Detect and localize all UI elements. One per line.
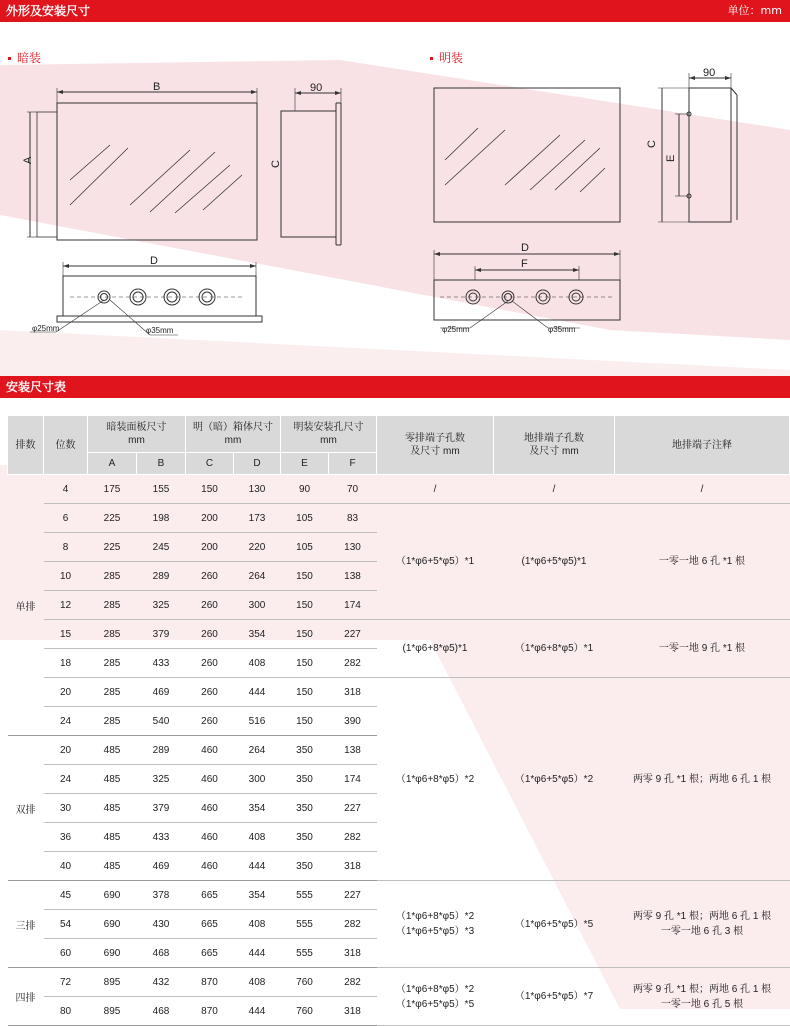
cell-positions: 54 <box>44 910 88 939</box>
cell-neutral-terminal: / <box>377 475 494 504</box>
cell-positions: 10 <box>44 562 88 591</box>
cell-dim-C: 260 <box>186 707 234 736</box>
cell-ground-note: 两零 9 孔 *1 根；两地 6 孔 1 根 一零一地 6 孔 5 根 <box>615 968 790 1026</box>
unit-label: 单位：mm <box>727 4 782 17</box>
cell-dim-D: 408 <box>234 823 281 852</box>
cell-ground-note: 一零一地 6 孔 *1 根 <box>615 504 790 620</box>
cell-dim-D: 173 <box>234 504 281 533</box>
cell-dim-C: 260 <box>186 649 234 678</box>
bullet-icon <box>430 57 433 60</box>
cell-dim-A: 485 <box>88 765 137 794</box>
table-row <box>8 678 790 707</box>
cell-positions: 30 <box>44 794 88 823</box>
cell-dim-C: 665 <box>186 939 234 968</box>
cell-positions: 6 <box>44 504 88 533</box>
cell-dim-E: 555 <box>281 881 329 910</box>
cell-dim-B: 325 <box>137 765 186 794</box>
label-hole-small-surface: φ25mm <box>442 325 470 334</box>
surface-side-view <box>689 88 731 222</box>
cell-dim-D: 444 <box>234 997 281 1026</box>
cell-dim-A: 485 <box>88 823 137 852</box>
bullet-icon <box>8 57 11 60</box>
cell-ground-terminal: （1*φ6+5*φ5）*2 <box>494 678 615 881</box>
col-neutral-terminal: 零排端子孔数 及尺寸 mm <box>377 416 494 475</box>
cell-dim-C: 665 <box>186 910 234 939</box>
cell-positions: 8 <box>44 533 88 562</box>
cell-dim-D: 300 <box>234 591 281 620</box>
cell-dim-D: 354 <box>234 881 281 910</box>
cell-dim-D: 300 <box>234 765 281 794</box>
cell-dim-D: 408 <box>234 649 281 678</box>
cell-dim-A: 690 <box>88 881 137 910</box>
row-group-label: 双排 <box>8 736 44 881</box>
cell-positions: 24 <box>44 707 88 736</box>
cell-dim-E: 760 <box>281 968 329 997</box>
table-body <box>8 475 790 1026</box>
label-D-surface: D <box>521 242 529 254</box>
label-C-concealed: C <box>270 160 282 168</box>
cell-dim-A: 485 <box>88 794 137 823</box>
label-hole-large-surface: φ35mm <box>548 325 576 334</box>
col-hole-size: 明装安装孔尺寸 mm <box>281 416 377 453</box>
row-group-label: 三排 <box>8 881 44 968</box>
cell-dim-F: 138 <box>329 562 377 591</box>
cell-dim-A: 895 <box>88 997 137 1026</box>
cell-ground-terminal: （1*φ6+5*φ5）*7 <box>494 968 615 1026</box>
cell-dim-B: 378 <box>137 881 186 910</box>
section-surface: 明装 <box>430 49 463 66</box>
cell-dim-B: 430 <box>137 910 186 939</box>
cell-dim-D: 516 <box>234 707 281 736</box>
cell-dim-F: 174 <box>329 765 377 794</box>
cell-dim-E: 90 <box>281 475 329 504</box>
cell-dim-E: 150 <box>281 649 329 678</box>
cell-neutral-terminal: (1*φ6+8*φ5)*1 <box>377 620 494 678</box>
section-concealed: 暗装 <box>8 49 41 66</box>
cell-dim-E: 350 <box>281 765 329 794</box>
cell-dim-B: 433 <box>137 649 186 678</box>
cell-dim-D: 444 <box>234 678 281 707</box>
cell-dim-C: 460 <box>186 794 234 823</box>
cell-dim-F: 318 <box>329 997 377 1026</box>
cell-dim-C: 200 <box>186 533 234 562</box>
cell-dim-F: 174 <box>329 591 377 620</box>
table-row <box>8 620 790 649</box>
cell-dim-D: 444 <box>234 939 281 968</box>
cell-dim-B: 379 <box>137 794 186 823</box>
cell-dim-F: 318 <box>329 852 377 881</box>
cell-dim-E: 350 <box>281 852 329 881</box>
label-hole-small-concealed: φ25mm <box>32 324 60 333</box>
cell-dim-A: 690 <box>88 910 137 939</box>
cell-positions: 72 <box>44 968 88 997</box>
cell-dim-B: 289 <box>137 562 186 591</box>
cell-dim-B: 469 <box>137 678 186 707</box>
col-A: A <box>88 453 137 475</box>
installation-size-table <box>7 415 790 1026</box>
cell-dim-A: 225 <box>88 533 137 562</box>
cell-dim-F: 227 <box>329 794 377 823</box>
cell-dim-C: 200 <box>186 504 234 533</box>
cell-dim-E: 105 <box>281 533 329 562</box>
label-D-concealed: D <box>150 255 158 267</box>
concealed-side-view <box>281 111 336 237</box>
concealed-bottom-view <box>63 276 256 316</box>
cell-dim-B: 379 <box>137 620 186 649</box>
cell-dim-B: 155 <box>137 475 186 504</box>
cell-neutral-terminal: （1*φ6+8*φ5）*2 （1*φ6+5*φ5）*3 <box>377 881 494 968</box>
col-panel-size: 暗装面板尺寸 mm <box>88 416 186 453</box>
cell-dim-D: 354 <box>234 794 281 823</box>
cell-dim-C: 870 <box>186 968 234 997</box>
cell-dim-D: 408 <box>234 968 281 997</box>
cell-dim-E: 555 <box>281 910 329 939</box>
cell-dim-B: 468 <box>137 997 186 1026</box>
cell-neutral-terminal: （1*φ6+8*φ5）*2 （1*φ6+5*φ5）*5 <box>377 968 494 1026</box>
cell-dim-C: 150 <box>186 475 234 504</box>
header-bar <box>0 0 790 22</box>
cell-dim-A: 175 <box>88 475 137 504</box>
cell-dim-A: 285 <box>88 707 137 736</box>
cell-dim-E: 150 <box>281 707 329 736</box>
cell-dim-E: 350 <box>281 736 329 765</box>
cell-dim-D: 354 <box>234 620 281 649</box>
cell-dim-F: 130 <box>329 533 377 562</box>
cell-dim-F: 390 <box>329 707 377 736</box>
cell-dim-F: 282 <box>329 910 377 939</box>
col-ground-note: 地排端子注释 <box>615 416 790 475</box>
cell-dim-C: 460 <box>186 765 234 794</box>
label-hole-large-concealed: φ35mm <box>146 326 174 335</box>
cell-dim-C: 870 <box>186 997 234 1026</box>
row-group-label: 四排 <box>8 968 44 1026</box>
label-C-surface: C <box>646 140 658 148</box>
col-F: F <box>329 453 377 475</box>
cell-positions: 4 <box>44 475 88 504</box>
cell-dim-E: 150 <box>281 678 329 707</box>
cell-positions: 80 <box>44 997 88 1026</box>
cell-dim-F: 227 <box>329 620 377 649</box>
cell-positions: 36 <box>44 823 88 852</box>
cell-dim-F: 282 <box>329 968 377 997</box>
cell-ground-terminal: (1*φ6+5*φ5)*1 <box>494 504 615 620</box>
cell-positions: 20 <box>44 678 88 707</box>
cell-dim-E: 150 <box>281 562 329 591</box>
cell-dim-B: 468 <box>137 939 186 968</box>
cell-dim-D: 220 <box>234 533 281 562</box>
surface-bottom-view <box>434 280 620 320</box>
cell-dim-F: 83 <box>329 504 377 533</box>
cell-dim-C: 260 <box>186 620 234 649</box>
cell-dim-F: 138 <box>329 736 377 765</box>
cell-positions: 12 <box>44 591 88 620</box>
cell-dim-C: 665 <box>186 881 234 910</box>
cell-dim-F: 227 <box>329 881 377 910</box>
cell-dim-D: 130 <box>234 475 281 504</box>
cell-dim-A: 285 <box>88 591 137 620</box>
label-depth-concealed: 90 <box>310 82 323 94</box>
cell-dim-B: 245 <box>137 533 186 562</box>
cell-dim-B: 198 <box>137 504 186 533</box>
cell-ground-note: 两零 9 孔 *1 根；两地 6 孔 1 根 <box>615 678 790 881</box>
table-title: 安装尺寸表 <box>6 380 67 394</box>
cell-dim-A: 225 <box>88 504 137 533</box>
cell-dim-D: 444 <box>234 852 281 881</box>
cell-positions: 20 <box>44 736 88 765</box>
table-row <box>8 475 790 504</box>
concealed-front-panel <box>57 103 257 240</box>
cell-positions: 24 <box>44 765 88 794</box>
cell-dim-E: 760 <box>281 997 329 1026</box>
cell-dim-E: 105 <box>281 504 329 533</box>
cell-ground-terminal: / <box>494 475 615 504</box>
cell-dim-E: 350 <box>281 794 329 823</box>
col-D: D <box>234 453 281 475</box>
cell-dim-C: 260 <box>186 562 234 591</box>
table-title-bar <box>0 376 790 398</box>
cell-dim-B: 433 <box>137 823 186 852</box>
cell-dim-F: 282 <box>329 823 377 852</box>
cell-neutral-terminal: （1*φ6+8*φ5）*2 <box>377 678 494 881</box>
cell-ground-note: 一零一地 9 孔 *1 根 <box>615 620 790 678</box>
cell-dim-A: 485 <box>88 852 137 881</box>
col-C: C <box>186 453 234 475</box>
label-B: B <box>153 81 161 93</box>
cell-dim-B: 469 <box>137 852 186 881</box>
cell-dim-C: 460 <box>186 736 234 765</box>
cell-dim-A: 285 <box>88 562 137 591</box>
cell-dim-E: 150 <box>281 620 329 649</box>
cell-ground-note: 两零 9 孔 *1 根；两地 6 孔 1 根 一零一地 6 孔 3 根 <box>615 881 790 968</box>
cell-dim-A: 285 <box>88 649 137 678</box>
cell-dim-C: 260 <box>186 591 234 620</box>
cell-dim-F: 70 <box>329 475 377 504</box>
cell-positions: 15 <box>44 620 88 649</box>
col-positions: 位数 <box>44 416 88 475</box>
cell-positions: 18 <box>44 649 88 678</box>
cell-positions: 60 <box>44 939 88 968</box>
cell-dim-C: 460 <box>186 852 234 881</box>
cell-dim-B: 432 <box>137 968 186 997</box>
cell-dim-A: 895 <box>88 968 137 997</box>
cell-dim-E: 350 <box>281 823 329 852</box>
col-E: E <box>281 453 329 475</box>
cell-dim-D: 264 <box>234 736 281 765</box>
col-box-size: 明（暗）箱体尺寸 mm <box>186 416 281 453</box>
cell-neutral-terminal: （1*φ6+5*φ5）*1 <box>377 504 494 620</box>
label-E-surface: E <box>665 154 677 162</box>
cell-positions: 45 <box>44 881 88 910</box>
cell-dim-B: 325 <box>137 591 186 620</box>
label-depth-surface: 90 <box>703 67 716 79</box>
cell-dim-F: 282 <box>329 649 377 678</box>
label-F-surface: F <box>521 258 528 270</box>
cell-positions: 40 <box>44 852 88 881</box>
table-row <box>8 968 790 997</box>
cell-dim-D: 408 <box>234 910 281 939</box>
row-group-label: 单排 <box>8 475 44 736</box>
cell-ground-terminal: （1*φ6+5*φ5）*5 <box>494 881 615 968</box>
table-row <box>8 881 790 910</box>
cell-ground-terminal: （1*φ6+8*φ5）*1 <box>494 620 615 678</box>
cell-dim-F: 318 <box>329 678 377 707</box>
cell-dim-C: 460 <box>186 823 234 852</box>
cell-dim-F: 318 <box>329 939 377 968</box>
col-ground-terminal: 地排端子孔数 及尺寸 mm <box>494 416 615 475</box>
dimension-drawings <box>0 0 790 370</box>
cell-dim-B: 289 <box>137 736 186 765</box>
cell-dim-A: 285 <box>88 620 137 649</box>
cell-ground-note: / <box>615 475 790 504</box>
cell-dim-B: 540 <box>137 707 186 736</box>
cell-dim-A: 485 <box>88 736 137 765</box>
page-title: 外形及安装尺寸 <box>6 4 91 18</box>
cell-dim-D: 264 <box>234 562 281 591</box>
cell-dim-A: 285 <box>88 678 137 707</box>
cell-dim-E: 555 <box>281 939 329 968</box>
table-row <box>8 504 790 533</box>
cell-dim-C: 260 <box>186 678 234 707</box>
col-B: B <box>137 453 186 475</box>
cell-dim-A: 690 <box>88 939 137 968</box>
cell-dim-E: 150 <box>281 591 329 620</box>
label-A: A <box>22 156 34 164</box>
col-rows: 排数 <box>8 416 44 475</box>
